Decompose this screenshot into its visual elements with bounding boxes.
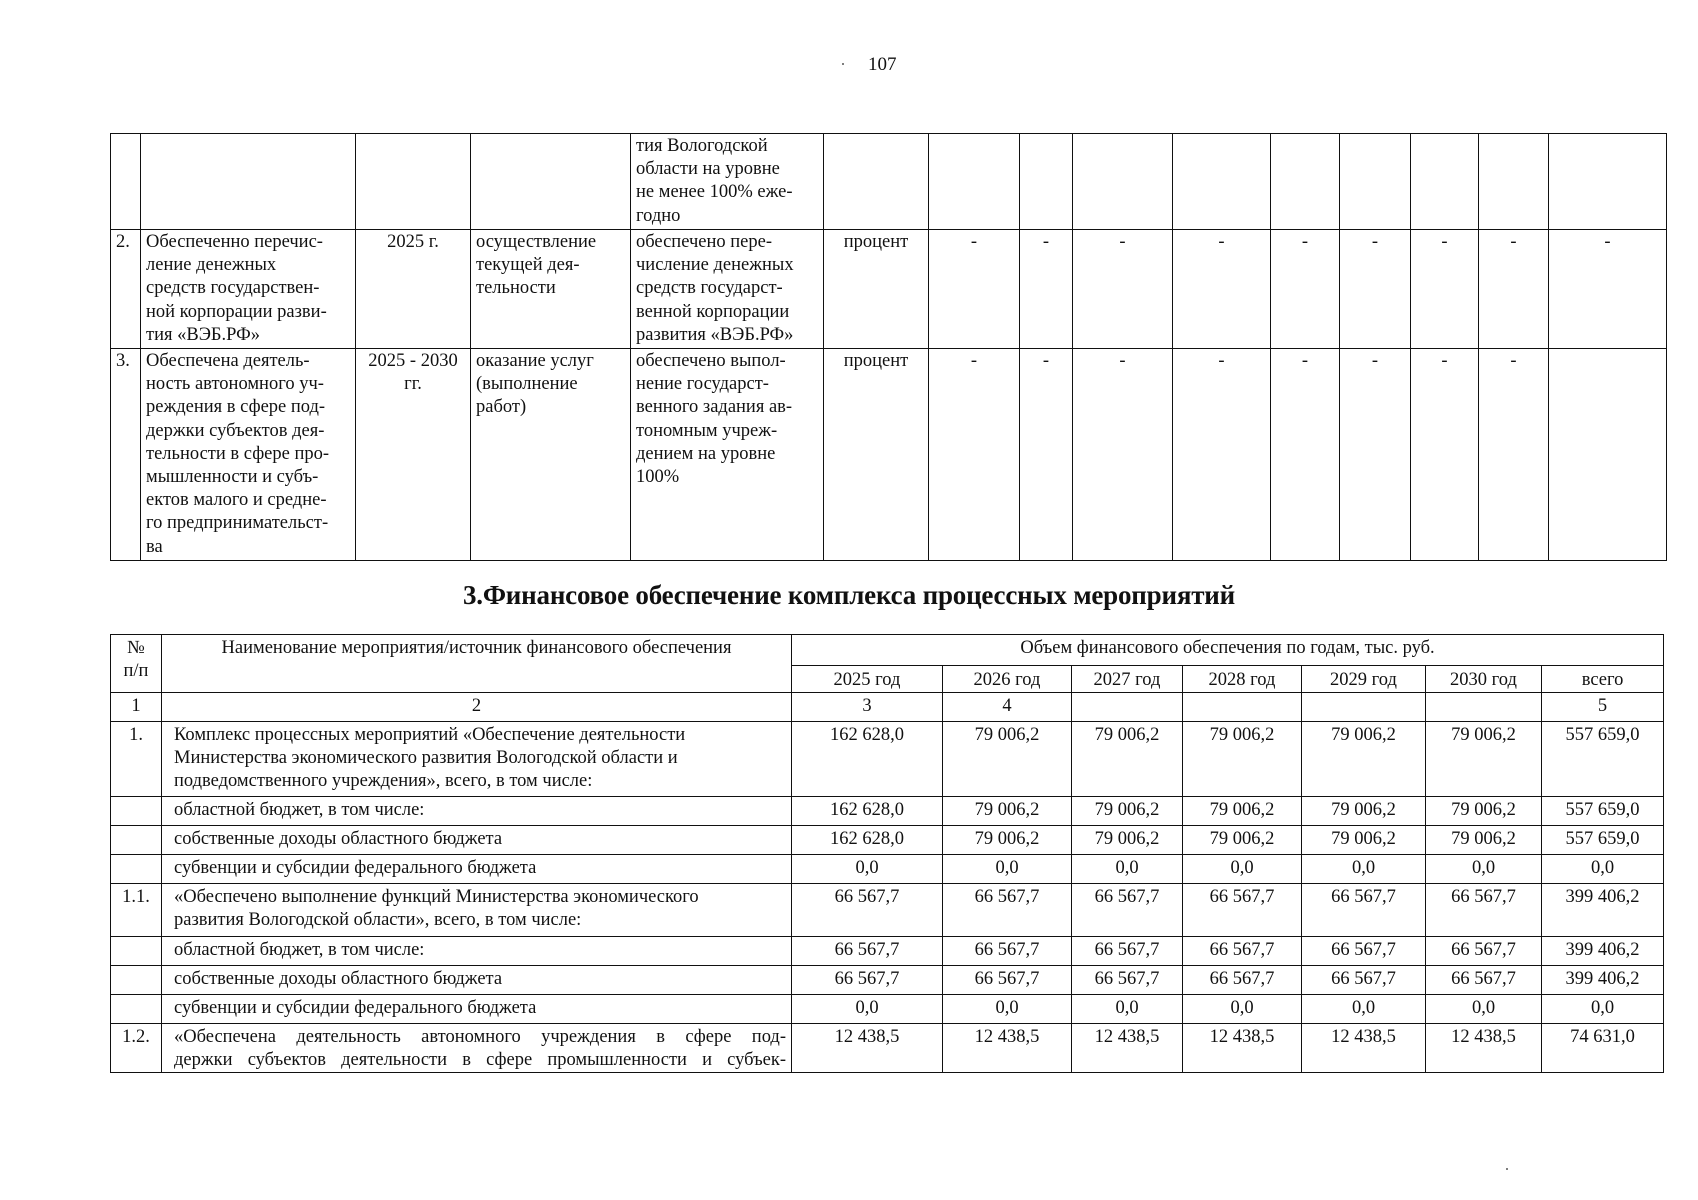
value-cell xyxy=(1411,134,1479,230)
row-number: 3. xyxy=(111,349,141,561)
value-cell: - xyxy=(1020,349,1073,561)
year-value: 162 628,0 xyxy=(792,722,943,797)
result: тия Вологодской области на уровне не менее 100% еже- годно xyxy=(631,134,824,230)
value-cell: - xyxy=(1549,230,1667,349)
value-cell xyxy=(929,134,1020,230)
value-cell xyxy=(1479,134,1549,230)
item-name: собственные доходы областного бюджета xyxy=(162,966,792,995)
year-value: 66 567,7 xyxy=(1183,966,1302,995)
column-number: 5 xyxy=(1542,693,1664,722)
year-value: 66 567,7 xyxy=(1072,937,1183,966)
unit xyxy=(824,134,929,230)
value-cell: - xyxy=(1020,230,1073,349)
value-cell: - xyxy=(1173,230,1271,349)
finance-row xyxy=(111,1024,1664,1073)
row-number xyxy=(111,937,162,966)
indicator-row xyxy=(111,134,1667,230)
year-value: 66 567,7 xyxy=(1302,937,1426,966)
header-row xyxy=(111,635,1664,666)
row-number: 1. xyxy=(111,722,162,797)
column-number: 1 xyxy=(111,693,162,722)
year-value: 12 438,5 xyxy=(1426,1024,1542,1073)
year-value: 79 006,2 xyxy=(1302,797,1426,826)
finance-row xyxy=(111,826,1664,855)
year-value: 12 438,5 xyxy=(1183,1024,1302,1073)
total-value: 399 406,2 xyxy=(1542,884,1664,937)
header-year: 2028 год xyxy=(1183,666,1302,693)
value-cell xyxy=(1173,134,1271,230)
total-value: 74 631,0 xyxy=(1542,1024,1664,1073)
year-value: 66 567,7 xyxy=(1183,884,1302,937)
row-number xyxy=(111,966,162,995)
unit: процент xyxy=(824,230,929,349)
year-value: 79 006,2 xyxy=(1426,797,1542,826)
item-name: областной бюджет, в том числе: xyxy=(162,797,792,826)
item-name: субвенции и субсидии федерального бюджета xyxy=(162,995,792,1024)
header-year: 2030 год xyxy=(1426,666,1542,693)
year-value: 0,0 xyxy=(943,855,1072,884)
finance-row xyxy=(111,884,1664,937)
year-value: 79 006,2 xyxy=(1072,722,1183,797)
value-cell: - xyxy=(1411,230,1479,349)
value-cell: - xyxy=(1073,230,1173,349)
value-cell: - xyxy=(929,230,1020,349)
row-number xyxy=(111,134,141,230)
header-name: Наименование мероприятия/источник финансового обеспечения xyxy=(162,635,792,693)
year-value: 79 006,2 xyxy=(943,722,1072,797)
finance-row xyxy=(111,797,1664,826)
column-number xyxy=(1302,693,1426,722)
year-value: 66 567,7 xyxy=(792,884,943,937)
year-value: 79 006,2 xyxy=(1302,722,1426,797)
year-value: 0,0 xyxy=(1426,855,1542,884)
year-value: 12 438,5 xyxy=(792,1024,943,1073)
value-cell xyxy=(1340,134,1411,230)
finance-table xyxy=(110,634,1664,1073)
year-value: 66 567,7 xyxy=(792,966,943,995)
value-cell: - xyxy=(1073,349,1173,561)
year-value: 66 567,7 xyxy=(1426,966,1542,995)
year-value: 12 438,5 xyxy=(1302,1024,1426,1073)
year-value: 66 567,7 xyxy=(943,966,1072,995)
year-value: 66 567,7 xyxy=(943,937,1072,966)
year-value: 12 438,5 xyxy=(1072,1024,1183,1073)
column-number: 3 xyxy=(792,693,943,722)
year-value: 0,0 xyxy=(1183,995,1302,1024)
column-number xyxy=(1426,693,1542,722)
header-year: 2025 год xyxy=(792,666,943,693)
page-number: 107 xyxy=(868,54,897,75)
value-cell: - xyxy=(1340,230,1411,349)
year-value: 79 006,2 xyxy=(1426,722,1542,797)
value-cell: - xyxy=(1479,230,1549,349)
finance-row xyxy=(111,937,1664,966)
year-value: 0,0 xyxy=(1426,995,1542,1024)
indicator-row xyxy=(111,230,1667,349)
year-value: 79 006,2 xyxy=(1302,826,1426,855)
year-value: 79 006,2 xyxy=(1183,797,1302,826)
row-number: 2. xyxy=(111,230,141,349)
finance-row xyxy=(111,966,1664,995)
item-name: субвенции и субсидии федерального бюджета xyxy=(162,855,792,884)
value-cell xyxy=(1020,134,1073,230)
value-cell: - xyxy=(1479,349,1549,561)
finance-row xyxy=(111,722,1664,797)
column-number xyxy=(1072,693,1183,722)
column-number: 2 xyxy=(162,693,792,722)
year-value: 79 006,2 xyxy=(943,826,1072,855)
item-name: собственные доходы областного бюджета xyxy=(162,826,792,855)
year-value: 66 567,7 xyxy=(1302,884,1426,937)
total-value: 557 659,0 xyxy=(1542,722,1664,797)
row-number xyxy=(111,797,162,826)
value-cell: - xyxy=(1411,349,1479,561)
year-value: 0,0 xyxy=(792,995,943,1024)
header-total: всего xyxy=(1542,666,1664,693)
period: 2025 г. xyxy=(356,230,471,349)
period xyxy=(356,134,471,230)
year-value: 0,0 xyxy=(792,855,943,884)
year-value: 66 567,7 xyxy=(1072,884,1183,937)
year-value: 79 006,2 xyxy=(1183,826,1302,855)
value-cell: - xyxy=(1173,349,1271,561)
item-name: областной бюджет, в том числе: xyxy=(162,937,792,966)
year-value: 0,0 xyxy=(1072,995,1183,1024)
year-value: 79 006,2 xyxy=(1426,826,1542,855)
value-cell: - xyxy=(929,349,1020,561)
result: обеспечено пере- числение денежных средств государст- венной корпорации развития «ВЭБ.РФ» xyxy=(631,230,824,349)
section-title: 3.Финансовое обеспечение комплекса процессных мероприятий xyxy=(462,580,1236,610)
period: 2025 - 2030 гг. xyxy=(356,349,471,561)
year-value: 79 006,2 xyxy=(1072,797,1183,826)
row-number xyxy=(111,826,162,855)
indicators-table-continuation xyxy=(110,133,1667,561)
finance-row xyxy=(111,855,1664,884)
value-cell xyxy=(1271,134,1340,230)
year-value: 162 628,0 xyxy=(792,797,943,826)
item-name: «Обеспечено выполнение функций Министерства экономического развития Вологодской области», всего, в том числе: xyxy=(162,884,792,937)
scan-speck xyxy=(842,63,844,65)
result: обеспечено выпол- нение государст- венного задания ав- тономным учреж- дением на уровне 100% xyxy=(631,349,824,561)
value-cell xyxy=(1549,349,1667,561)
year-value: 66 567,7 xyxy=(1072,966,1183,995)
header-year: 2026 год xyxy=(943,666,1072,693)
scan-speck xyxy=(1506,1168,1508,1170)
year-value: 0,0 xyxy=(1302,995,1426,1024)
row-number: 1.1. xyxy=(111,884,162,937)
activity-type xyxy=(471,134,631,230)
year-value: 79 006,2 xyxy=(1183,722,1302,797)
activity-type: оказание услуг (выполнение работ) xyxy=(471,349,631,561)
value-cell xyxy=(1073,134,1173,230)
column-number xyxy=(1183,693,1302,722)
total-value: 557 659,0 xyxy=(1542,797,1664,826)
column-number: 4 xyxy=(943,693,1072,722)
indicator-name: Обеспеченно перечис- ление денежных средств государствен- ной корпорации разви- тия «ВЭБ.РФ» xyxy=(141,230,356,349)
header-year: 2029 год xyxy=(1302,666,1426,693)
value-cell: - xyxy=(1271,349,1340,561)
finance-row xyxy=(111,995,1664,1024)
item-name: «Обеспечена деятельность автономного учреждения в сфере под- держки субъектов деятельности в сфере промышленности и субъек- xyxy=(162,1024,792,1073)
year-value: 66 567,7 xyxy=(1426,884,1542,937)
unit: процент xyxy=(824,349,929,561)
year-value: 0,0 xyxy=(1072,855,1183,884)
value-cell xyxy=(1549,134,1667,230)
indicator-row xyxy=(111,349,1667,561)
year-value: 66 567,7 xyxy=(1426,937,1542,966)
total-value: 557 659,0 xyxy=(1542,826,1664,855)
total-value: 399 406,2 xyxy=(1542,937,1664,966)
row-number: 1.2. xyxy=(111,1024,162,1073)
indicator-name: Обеспечена деятель- ность автономного уч- реждения в сфере под- держки субъектов дея- тельности в сфере про- мышленности и субъ- ектов малого и средне- го предпринимательст- ва xyxy=(141,349,356,561)
row-number xyxy=(111,855,162,884)
year-value: 66 567,7 xyxy=(943,884,1072,937)
value-cell: - xyxy=(1271,230,1340,349)
header-volume: Объем финансового обеспечения по годам, тыс. руб. xyxy=(792,635,1664,666)
total-value: 0,0 xyxy=(1542,855,1664,884)
header-num: № п/п xyxy=(111,635,162,693)
year-value: 66 567,7 xyxy=(1183,937,1302,966)
year-value: 12 438,5 xyxy=(943,1024,1072,1073)
year-value: 66 567,7 xyxy=(1302,966,1426,995)
year-value: 0,0 xyxy=(943,995,1072,1024)
row-number xyxy=(111,995,162,1024)
year-value: 162 628,0 xyxy=(792,826,943,855)
total-value: 0,0 xyxy=(1542,995,1664,1024)
item-name: Комплекс процессных мероприятий «Обеспечение деятельности Министерства экономического развития Вологодской области и подведомственного учреждения», всего, в том числе: xyxy=(162,722,792,797)
year-value: 0,0 xyxy=(1183,855,1302,884)
year-value: 66 567,7 xyxy=(792,937,943,966)
indicator-name xyxy=(141,134,356,230)
year-value: 0,0 xyxy=(1302,855,1426,884)
header-year: 2027 год xyxy=(1072,666,1183,693)
value-cell: - xyxy=(1340,349,1411,561)
activity-type: осуществление текущей дея- тельности xyxy=(471,230,631,349)
column-numbers-row xyxy=(111,693,1664,722)
year-value: 79 006,2 xyxy=(1072,826,1183,855)
year-value: 79 006,2 xyxy=(943,797,1072,826)
total-value: 399 406,2 xyxy=(1542,966,1664,995)
